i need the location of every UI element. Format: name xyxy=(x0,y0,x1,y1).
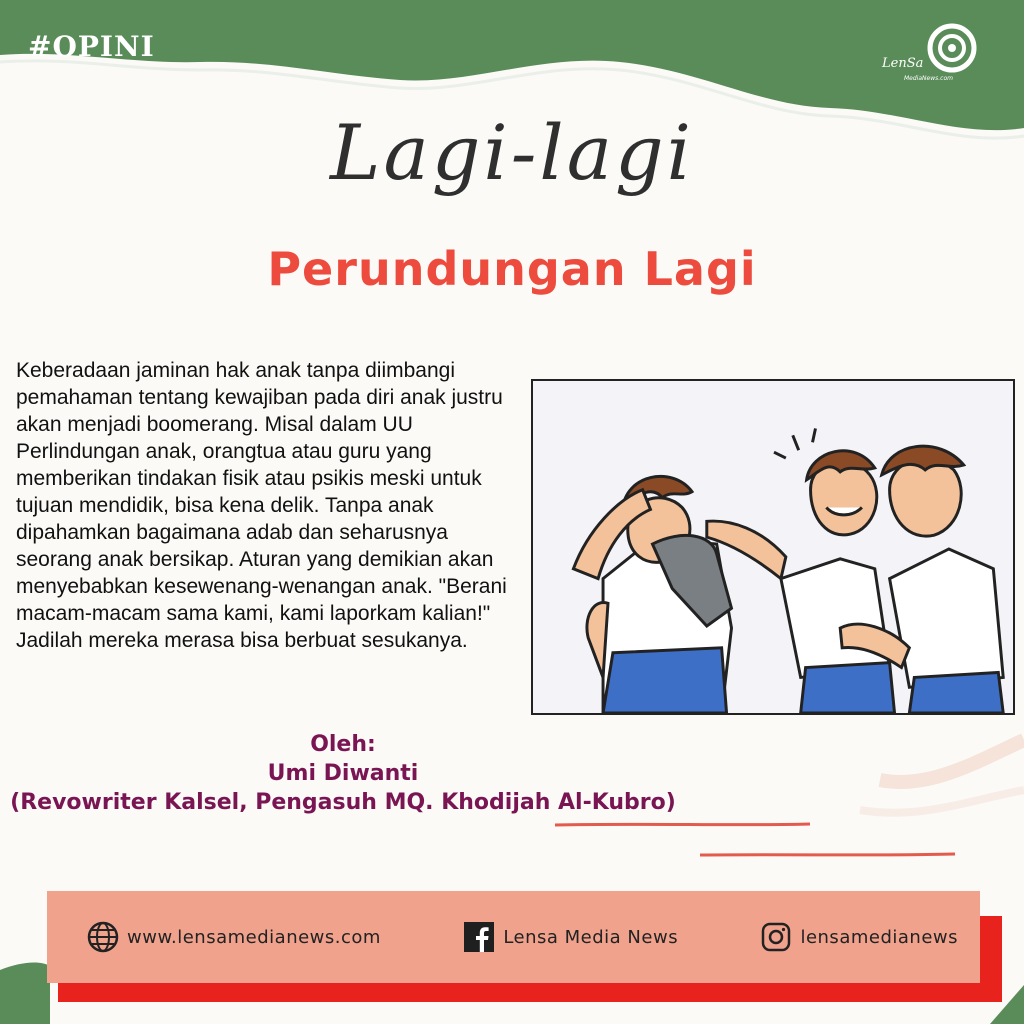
footer-website-link[interactable] xyxy=(87,921,381,953)
footer-website-text: www.lensamedianews.com xyxy=(127,926,381,948)
title-script: Lagi-lagi xyxy=(330,108,694,197)
author-block xyxy=(0,730,686,817)
footer-instagram-text: lensamedianews xyxy=(800,926,958,948)
opini-tag: #OPINI xyxy=(28,30,155,63)
page-title: Perundungan Lagi xyxy=(267,242,757,296)
footer-bar xyxy=(47,891,980,983)
footer-facebook-link[interactable] xyxy=(463,921,678,953)
footer-instagram-link[interactable] xyxy=(760,921,958,953)
author-name: Umi Diwanti xyxy=(267,761,419,786)
facebook-icon xyxy=(463,921,495,953)
footer-facebook-text: Lensa Media News xyxy=(503,926,679,948)
bullying-illustration xyxy=(531,379,1015,715)
author-by-label: Oleh: xyxy=(310,732,376,757)
instagram-icon xyxy=(760,921,792,953)
logo-subtext: MediaNews.com xyxy=(904,75,953,82)
logo-text: LenSa xyxy=(882,56,924,71)
author-affiliation: (Revowriter Kalsel, Pengasuh MQ. Khodijah Al-Kubro) xyxy=(10,790,676,815)
globe-icon xyxy=(87,921,119,953)
article-body: Keberadaan jaminan hak anak tanpa diimbangi pemahaman tentang kewajiban pada diri anak justru akan menjadi boomerang. Misal dalam UU Perlindungan anak, orangtua atau guru yang memberikan tindakan fisik atau psikis meski untuk tujuan mendidik, bisa kena delik. Tanpa anak dipahamkan bagaimana adab dan seharusnya seorang anak bersikap. Aturan yang demikian akan menyebabkan kesewenang-wenangan anak. "Berani macam-macam sama kami, kami laporkam kalian!" Jadilah mereka merasa bisa berbuat sesukanya. xyxy=(16,359,507,652)
